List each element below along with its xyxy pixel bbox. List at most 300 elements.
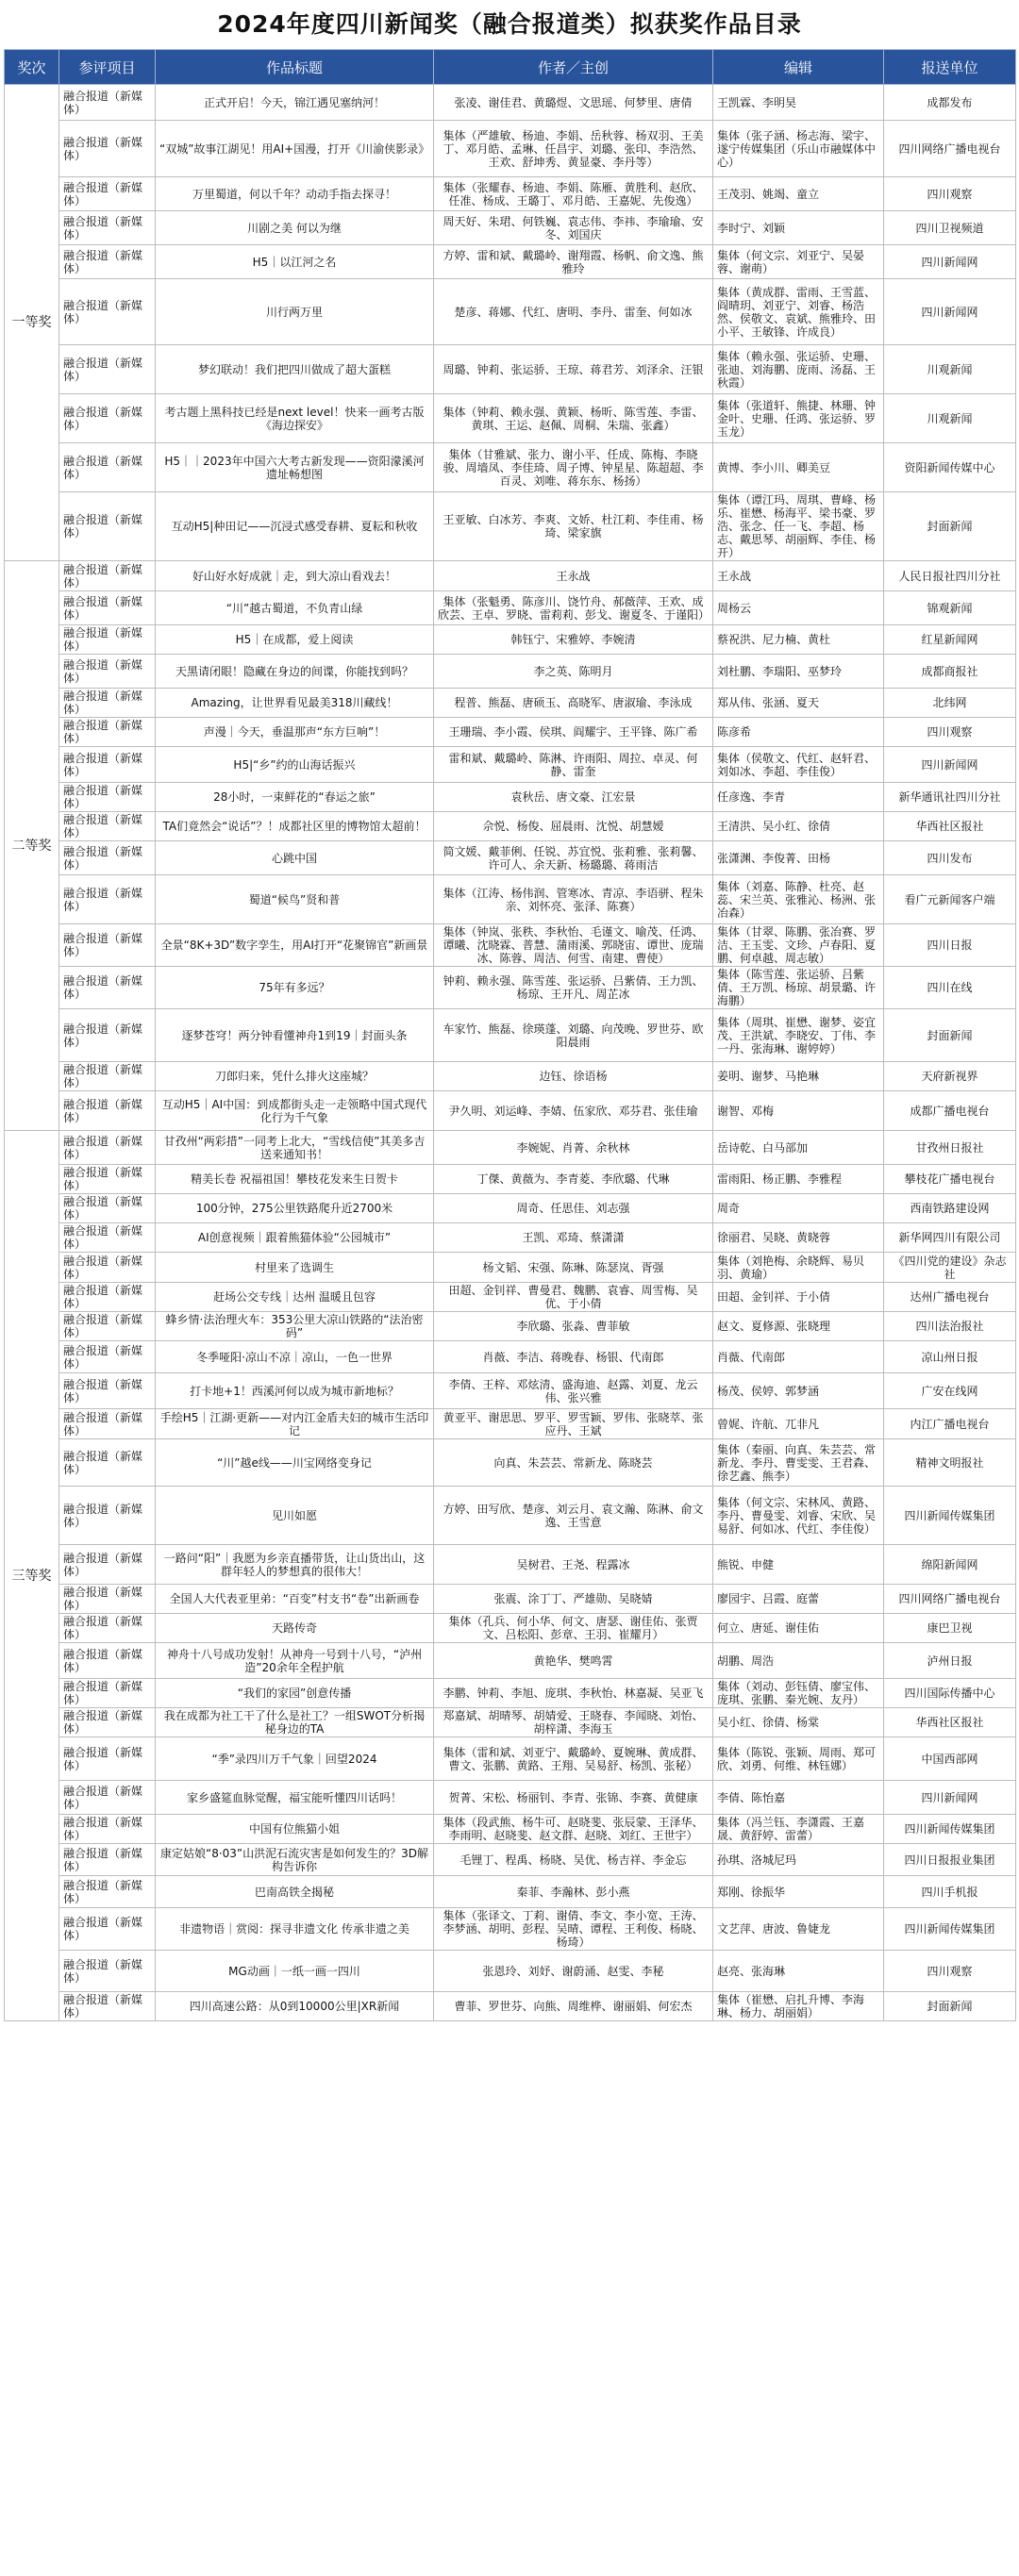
category-cell: 融合报道（新媒体） — [59, 1439, 156, 1487]
editors-cell: 集体（侯敬文、代红、赵轩君、刘如冰、李超、李佳俊） — [713, 747, 884, 783]
table-row — [5, 689, 1016, 718]
category-cell: 融合报道（新媒体） — [59, 1312, 156, 1341]
authors-cell: 尹久明、刘运峰、李婧、伍家欣、邓芬君、张佳瑜 — [434, 1091, 713, 1131]
editors-cell: 王凯霖、李明昊 — [713, 85, 884, 121]
category-cell: 融合报道（新媒体） — [59, 1708, 156, 1737]
table-row — [5, 1737, 1016, 1781]
table-row — [5, 1439, 1016, 1487]
category-cell: 融合报道（新媒体） — [59, 841, 156, 875]
editors-cell: 蔡祝洪、尼力楠、黄杜 — [713, 625, 884, 655]
unit-cell: 四川新闻传媒集团 — [884, 1908, 1016, 1951]
category-cell: 融合报道（新媒体） — [59, 1487, 156, 1545]
editors-cell: 何立、唐延、谢佳佑 — [713, 1614, 884, 1643]
unit-cell: 四川新闻传媒集团 — [884, 1815, 1016, 1844]
category-cell: 融合报道（新媒体） — [59, 1373, 156, 1409]
table-row — [5, 841, 1016, 875]
unit-cell: 康巴卫视 — [884, 1614, 1016, 1643]
work-title-cell: Amazing，让世界看见最美318川藏线！ — [156, 689, 434, 718]
unit-cell: 四川新闻网 — [884, 747, 1016, 783]
unit-cell: 北纬网 — [884, 689, 1016, 718]
category-cell: 融合报道（新媒体） — [59, 1009, 156, 1062]
table-row — [5, 121, 1016, 177]
editors-cell: 周杨云 — [713, 591, 884, 625]
unit-cell: 成都商报社 — [884, 655, 1016, 689]
table-row — [5, 1679, 1016, 1708]
authors-cell: 周奇、任思佳、刘志强 — [434, 1194, 713, 1223]
category-cell: 融合报道（新媒体） — [59, 1614, 156, 1643]
category-cell: 融合报道（新媒体） — [59, 1992, 156, 2021]
authors-cell: 集体（江涛、杨伟润、管寒冰、青凉、李语骈、程朱亲、刘怀亮、张泽、陈赛） — [434, 875, 713, 924]
table-row — [5, 625, 1016, 655]
editors-cell: 任彦逸、李青 — [713, 783, 884, 812]
table-row — [5, 747, 1016, 783]
table-row — [5, 1614, 1016, 1643]
unit-cell: 四川观察 — [884, 177, 1016, 211]
unit-cell: 成都发布 — [884, 85, 1016, 121]
authors-cell: 郑嘉斌、胡晴琴、胡婧爱、王晓春、李闻晓、刘怡、胡梓潇、李海玉 — [434, 1708, 713, 1737]
category-cell: 融合报道（新媒体） — [59, 1781, 156, 1815]
unit-cell: 凉山州日报 — [884, 1341, 1016, 1373]
unit-cell: 封面新闻 — [884, 1009, 1016, 1062]
editors-cell: 徐丽君、吴晓、黄晓蓉 — [713, 1223, 884, 1253]
authors-cell: 周天好、朱珺、何铁巍、袁志伟、李祎、李瑜瑜、安冬、刘国庆 — [434, 211, 713, 245]
category-cell: 融合报道（新媒体） — [59, 625, 156, 655]
category-cell: 融合报道（新媒体） — [59, 875, 156, 924]
unit-cell: 四川国际传播中心 — [884, 1679, 1016, 1708]
work-title-cell: 声漫｜今天，垂温那声“东方巨响”！ — [156, 718, 434, 747]
category-cell: 融合报道（新媒体） — [59, 85, 156, 121]
unit-cell: 广安在线网 — [884, 1373, 1016, 1409]
table-row — [5, 1908, 1016, 1951]
header-category: 参评项目 — [59, 50, 156, 85]
editors-cell: 赵亮、张海琳 — [713, 1951, 884, 1992]
authors-cell: 方婷、田写欣、楚彦、刘云月、袁文瀚、陈淋、俞文逸、王雪意 — [434, 1487, 713, 1545]
editors-cell: 集体（崔懋、启扎升博、李海琳、杨力、胡丽娟） — [713, 1992, 884, 2021]
work-title-cell: “双城”故事江湖见！用AI+国漫，打开《川渝侠影录》 — [156, 121, 434, 177]
header-work-title: 作品标题 — [156, 50, 434, 85]
work-title-cell: 梦幻联动！我们把四川做成了超大蛋糕 — [156, 345, 434, 394]
header-award: 奖次 — [5, 50, 59, 85]
category-cell: 融合报道（新媒体） — [59, 1341, 156, 1373]
editors-cell: 李时宁、刘颖 — [713, 211, 884, 245]
editors-cell: 黄博、李小川、卿美豆 — [713, 443, 884, 492]
category-cell: 融合报道（新媒体） — [59, 1409, 156, 1439]
unit-cell: 华西社区报社 — [884, 812, 1016, 841]
work-title-cell: 互动H5｜AI中国：到成都街头走一走领略中国式现代化行为千气象 — [156, 1091, 434, 1131]
table-row — [5, 1341, 1016, 1373]
unit-cell: 中国西部网 — [884, 1737, 1016, 1781]
table-row — [5, 1708, 1016, 1737]
work-title-cell: 28小时，一束鲜花的“春运之旅” — [156, 783, 434, 812]
table-row — [5, 1009, 1016, 1062]
work-title-cell: 手绘H5｜江湖·更新——对内江金盾夫妇的城市生活印记 — [156, 1409, 434, 1439]
editors-cell: 集体（陈雪莲、张运骄、吕紫倩、王万凯、杨琼、胡景璐、许海鹏） — [713, 967, 884, 1009]
editors-cell: 曾娓、许航、兀非凡 — [713, 1409, 884, 1439]
editors-cell: 集体（谭江玛、周琪、曹峰、杨乐、崔懋、杨海平、梁书豪、罗浩、张念、任一飞、李超、杨志、戴思琴、胡丽辉、李佳、杨开） — [713, 492, 884, 561]
authors-cell: 张凌、谢佳君、黄璐煜、文思瑶、何梦里、唐倩 — [434, 85, 713, 121]
category-cell: 融合报道（新媒体） — [59, 1545, 156, 1585]
unit-cell: 资阳新闻传媒中心 — [884, 443, 1016, 492]
editors-cell: 集体（张道轩、熊捷、林珊、钟金叶、史珊、任鸿、张运骄、罗玉龙） — [713, 394, 884, 443]
unit-cell: 四川观察 — [884, 718, 1016, 747]
work-title-cell: 川剧之美 何以为继 — [156, 211, 434, 245]
unit-cell: 四川日报报业集团 — [884, 1844, 1016, 1876]
category-cell: 融合报道（新媒体） — [59, 1844, 156, 1876]
table-row — [5, 1165, 1016, 1194]
authors-cell: 韩钰宁、宋雅婷、李婉清 — [434, 625, 713, 655]
table-row — [5, 1131, 1016, 1165]
work-title-cell: 康定姑娘“8·03”山洪泥石流灾害是如何发生的？3D解构告诉你 — [156, 1844, 434, 1876]
unit-cell: 新华网四川有限公司 — [884, 1223, 1016, 1253]
authors-cell: 集体（钟岚、张秩、李秋怡、毛谨文、喻茂、任鸿、谭曦、沈晓霖、普慧、蒲雨溪、郭晓宙、谭世、庞瑞冰、陈蓉、周洁、何雪、南建、曹使） — [434, 924, 713, 967]
work-title-cell: 蜂乡情·法治理火车：353公里大凉山铁路的“法治密码” — [156, 1312, 434, 1341]
category-cell: 融合报道（新媒体） — [59, 245, 156, 279]
unit-cell: 达州广播电视台 — [884, 1283, 1016, 1312]
unit-cell: 红星新闻网 — [884, 625, 1016, 655]
category-cell: 融合报道（新媒体） — [59, 1679, 156, 1708]
editors-cell: 廖园宇、吕霞、庭蕾 — [713, 1585, 884, 1614]
category-cell: 融合报道（新媒体） — [59, 1643, 156, 1679]
authors-cell: 田超、金钊祥、曹曼君、魏鹏、袁睿、周雪梅、吴优、于小倩 — [434, 1283, 713, 1312]
editors-cell: 周奇 — [713, 1194, 884, 1223]
unit-cell: 封面新闻 — [884, 1992, 1016, 2021]
work-title-cell: “我们的家园”创意传播 — [156, 1679, 434, 1708]
editors-cell: 集体（周琪、崔懋、谢梦、姿宜茂、王洪斌、李晓安、丁伟、李一丹、张海琳、谢婷婷） — [713, 1009, 884, 1062]
work-title-cell: 村里来了选调生 — [156, 1253, 434, 1283]
work-title-cell: TA们竟然会“说话”？！成都社区里的博物馆太超前！ — [156, 812, 434, 841]
authors-cell: 集体（孔兵、何小华、何文、唐瑟、谢佳佑、张贾文、吕松阳、彭章、王羽、崔耀月） — [434, 1614, 713, 1643]
category-cell: 融合报道（新媒体） — [59, 1908, 156, 1951]
authors-cell: 李之英、陈明月 — [434, 655, 713, 689]
work-title-cell: 精美长卷 祝福祖国！攀枝花发来生日贺卡 — [156, 1165, 434, 1194]
work-title-cell: 川行两万里 — [156, 279, 434, 345]
authors-cell: 秦菲、李瀚林、彭小燕 — [434, 1876, 713, 1908]
authors-cell: 集体（严雄敏、杨迪、李娟、岳秋蓉、杨双羽、王美丁、邓月皓、孟琳、任昌宇、刘璐、张印、李浩然、王欢、舒坤秀、黄显豪、李丹等） — [434, 121, 713, 177]
category-cell: 融合报道（新媒体） — [59, 1283, 156, 1312]
editors-cell: 胡鹏、周浩 — [713, 1643, 884, 1679]
table-row — [5, 591, 1016, 625]
category-cell: 融合报道（新媒体） — [59, 345, 156, 394]
authors-cell: 简文媛、戴菲俐、任锐、苏宜悦、张莉雅、张莉馨、许可人、余天新、杨璐璐、蒋雨洁 — [434, 841, 713, 875]
table-row — [5, 1194, 1016, 1223]
editors-cell: 姜明、谢梦、马艳琳 — [713, 1062, 884, 1091]
editors-cell: 郑刚、徐振华 — [713, 1876, 884, 1908]
editors-cell: 集体（刘嘉、陈静、杜亮、赵蕊、宋兰英、张雅沁、杨洲、张冶森） — [713, 875, 884, 924]
authors-cell: 集体（张魁勇、陈彦川、饶竹舟、郝薇萍、王欢、成欣芸、王卓、罗晓、雷莉莉、彭戈、谢夏冬、于谨阳） — [434, 591, 713, 625]
unit-cell: 四川新闻传媒集团 — [884, 1487, 1016, 1545]
table-row — [5, 967, 1016, 1009]
unit-cell: 四川新闻网 — [884, 1781, 1016, 1815]
unit-cell: 攀枝花广播电视台 — [884, 1165, 1016, 1194]
table-row — [5, 1815, 1016, 1844]
category-cell: 融合报道（新媒体） — [59, 1091, 156, 1131]
unit-cell: 四川网络广播电视台 — [884, 121, 1016, 177]
work-title-cell: 中国有位熊猫小姐 — [156, 1815, 434, 1844]
table-row — [5, 561, 1016, 591]
editors-cell: 王茂羽、姚竭、童立 — [713, 177, 884, 211]
table-row — [5, 1091, 1016, 1131]
editors-cell: 李倩、陈怡嘉 — [713, 1781, 884, 1815]
table-row — [5, 1951, 1016, 1992]
category-cell: 融合报道（新媒体） — [59, 655, 156, 689]
editors-cell: 集体（甘翠、陈鹏、张冶赛、罗洁、王玉雯、文珍、卢春阳、夏鹏、何卓越、周志敏） — [713, 924, 884, 967]
editors-cell: 杨茂、侯婷、郭梦涵 — [713, 1373, 884, 1409]
work-title-cell: 冬季哑阳·凉山不凉｜凉山，一色一世界 — [156, 1341, 434, 1373]
editors-cell: 集体（刘动、彭钰倩、廖宝伟、庞琪、张鹏、秦光婉、友丹） — [713, 1679, 884, 1708]
table-row — [5, 394, 1016, 443]
editors-cell: 谢智、邓梅 — [713, 1091, 884, 1131]
editors-cell: 肖薇、代南郎 — [713, 1341, 884, 1373]
editors-cell: 王清洪、吴小红、徐倩 — [713, 812, 884, 841]
category-cell: 融合报道（新媒体） — [59, 718, 156, 747]
editors-cell: 孙琪、洛城尼玛 — [713, 1844, 884, 1876]
table-row — [5, 245, 1016, 279]
authors-cell: 黄艳华、樊鸣霄 — [434, 1643, 713, 1679]
work-title-cell: 全景“8K+3D”数字孪生，用AI打开“花聚锦官”新画景 — [156, 924, 434, 967]
work-title-cell: 天路传奇 — [156, 1614, 434, 1643]
category-cell: 融合报道（新媒体） — [59, 443, 156, 492]
header-unit: 报送单位 — [884, 50, 1016, 85]
authors-cell: 袁秋岳、唐文豪、江宏景 — [434, 783, 713, 812]
unit-cell: 四川法治报社 — [884, 1312, 1016, 1341]
unit-cell: 四川手机报 — [884, 1876, 1016, 1908]
table-row — [5, 1781, 1016, 1815]
unit-cell: 西南铁路建设网 — [884, 1194, 1016, 1223]
editors-cell: 熊锐、申健 — [713, 1545, 884, 1585]
authors-cell: 集体（甘雅斌、张力、谢小平、任成、陈梅、李晓骏、周墙凤、李佳琦、周子博、钟星星、陈超超、李百灵、刘唯、蒋东东、杨扬） — [434, 443, 713, 492]
work-title-cell: H5｜以江河之名 — [156, 245, 434, 279]
work-title-cell: MG动画｜一纸一画一四川 — [156, 1951, 434, 1992]
table-row — [5, 85, 1016, 121]
unit-cell: 成都广播电视台 — [884, 1091, 1016, 1131]
work-title-cell: H5｜在成都，爱上阅读 — [156, 625, 434, 655]
editors-cell: 吴小红、徐倩、杨棠 — [713, 1708, 884, 1737]
unit-cell: 川观新闻 — [884, 394, 1016, 443]
category-cell: 融合报道（新媒体） — [59, 561, 156, 591]
category-cell: 融合报道（新媒体） — [59, 1223, 156, 1253]
unit-cell: 四川在线 — [884, 967, 1016, 1009]
authors-cell: 向真、朱芸芸、常新龙、陈晓芸 — [434, 1439, 713, 1487]
authors-cell: 程普、熊磊、唐硕玉、高晓军、唐淑瑜、李泳成 — [434, 689, 713, 718]
table-row — [5, 1992, 1016, 2021]
authors-cell: 肖薇、李洁、蒋晚春、杨银、代南郎 — [434, 1341, 713, 1373]
authors-cell: 毛锂丁、程禹、杨晓、吴优、杨吉祥、李金忘 — [434, 1844, 713, 1876]
unit-cell: 四川新闻网 — [884, 245, 1016, 279]
unit-cell: 人民日报社四川分社 — [884, 561, 1016, 591]
table-row — [5, 1062, 1016, 1091]
work-title-cell: 打卡地+1！西溪河何以成为城市新地标？ — [156, 1373, 434, 1409]
editors-cell: 集体（黄成群、雷雨、王雪蓝、阎晴玥、刘亚宁、刘睿、杨浩然、侯敬文、袁斌、熊雅玲、田小平、王敏锋、许成良） — [713, 279, 884, 345]
table-row — [5, 812, 1016, 841]
unit-cell: 川观新闻 — [884, 345, 1016, 394]
authors-cell: 集体（雷和斌、刘亚宁、戴璐岭、夏婉琳、黄成群、曹文、张鹏、黄路、王翔、吴易舒、杨凯、张秘） — [434, 1737, 713, 1781]
category-cell: 融合报道（新媒体） — [59, 967, 156, 1009]
category-cell: 融合报道（新媒体） — [59, 924, 156, 967]
authors-cell: 集体（张译文、丁莉、谢倩、李文、李小宽、王涛、李梦涵、胡明、彭程、吴晴、谭程、王利俊、杨晓、杨琦） — [434, 1908, 713, 1951]
table-row — [5, 1373, 1016, 1409]
category-cell: 融合报道（新媒体） — [59, 1253, 156, 1283]
work-title-cell: “季”录四川万千气象｜回望2024 — [156, 1737, 434, 1781]
table-row — [5, 211, 1016, 245]
work-title-cell: 心跳中国 — [156, 841, 434, 875]
authors-cell: 周璐、钟莉、张运骄、王琼、蒋君芳、刘泽余、汪银 — [434, 345, 713, 394]
work-title-cell: 甘孜州“两彩措”一同考上北大，“雪线信使”其美多吉送来通知书！ — [156, 1131, 434, 1165]
editors-cell: 集体（冯兰钰、李潇霞、王嘉晟、黄舒婷、雷蕾） — [713, 1815, 884, 1844]
category-cell: 融合报道（新媒体） — [59, 279, 156, 345]
editors-cell: 刘杜鹏、李瑞阳、巫梦玲 — [713, 655, 884, 689]
table-row — [5, 1312, 1016, 1341]
authors-cell: 钟莉、赖永强、陈雪莲、张运骄、吕紫倩、王力凯、杨琼、王开凡、周芷冰 — [434, 967, 713, 1009]
authors-cell: 曹菲、罗世芬、向熊、周维桦、谢丽娟、何宏杰 — [434, 1992, 713, 2021]
work-title-cell: 万里蜀道，何以千年？动动手指去探寻！ — [156, 177, 434, 211]
unit-cell: 新华通讯社四川分社 — [884, 783, 1016, 812]
table-row — [5, 1253, 1016, 1283]
authors-cell: 丁傑、黄薇为、李青菱、李欣璐、代琳 — [434, 1165, 713, 1194]
table-row — [5, 783, 1016, 812]
table-row — [5, 718, 1016, 747]
work-title-cell: 正式开启！今天，锦江遇见塞纳河！ — [156, 85, 434, 121]
work-title-cell: 互动H5|种田记——沉浸式感受春耕、夏耘和秋收 — [156, 492, 434, 561]
editors-cell: 集体（陈锐、张颖、周雨、郑可欣、刘勇、何维、林钰娜） — [713, 1737, 884, 1781]
authors-cell: 张震、涂丁丁、严雄勋、吴晓婧 — [434, 1585, 713, 1614]
table-row — [5, 279, 1016, 345]
table-row — [5, 443, 1016, 492]
award-table — [4, 49, 1016, 2021]
editors-cell: 集体（刘艳梅、余晓辉、易贝羽、黄瑜） — [713, 1253, 884, 1283]
table-row — [5, 1223, 1016, 1253]
authors-cell: 王凯、邓琦、蔡潇潇 — [434, 1223, 713, 1253]
editors-cell: 雷雨阳、杨正鹏、李雅程 — [713, 1165, 884, 1194]
unit-cell: 四川日报 — [884, 924, 1016, 967]
authors-cell: 佘悦、杨俊、屈晨雨、沈悦、胡慧嫒 — [434, 812, 713, 841]
editors-cell: 郑从伟、张涵、夏天 — [713, 689, 884, 718]
work-title-cell: 家乡盛筵血脉觉醒，福宝能听懂四川话吗！ — [156, 1781, 434, 1815]
editors-cell: 集体（何文宗、刘亚宁、吴晏蓉、谢萌） — [713, 245, 884, 279]
work-title-cell: “川”越e线——川宝网络变身记 — [156, 1439, 434, 1487]
authors-cell: 李倩、王梓、邓炫清、盛海迪、赵露、刘夏、龙云伟、张兴雅 — [434, 1373, 713, 1409]
authors-cell: 张恩玲、刘妤、谢蔚涌、赵雯、李秘 — [434, 1951, 713, 1992]
authors-cell: 集体（段武熊、杨牛可、赵晓斐、张辰蒙、王泽华、李雨明、赵晓斐、赵文群、赵晓、刘红、王世宇） — [434, 1815, 713, 1844]
table-row — [5, 1643, 1016, 1679]
category-cell: 融合报道（新媒体） — [59, 211, 156, 245]
work-title-cell: H5｜｜2023年中国六大考古新发现——资阳濛溪河遗址畅想图 — [156, 443, 434, 492]
authors-cell: 黄亚平、谢思思、罗平、罗雪颖、罗伟、张晓萃、张应丹、王斌 — [434, 1409, 713, 1439]
work-title-cell: 全国人大代表亚里弟：“百变”村支书“卷”出新画卷 — [156, 1585, 434, 1614]
category-cell: 融合报道（新媒体） — [59, 394, 156, 443]
header-editors: 编辑 — [713, 50, 884, 85]
work-title-cell: 非遗物语｜赏阅：探寻非遗文化 传承非遗之美 — [156, 1908, 434, 1951]
authors-cell: 车家竹、熊磊、徐瑛蓬、刘璐、向茂晚、罗世芬、欧阳晨雨 — [434, 1009, 713, 1062]
work-title-cell: 神舟十八号成功发射！从神舟一号到十八号，“泸州造”20余年全程护航 — [156, 1643, 434, 1679]
work-title-cell: AI创意视频｜跟着熊猫体验“公园城市” — [156, 1223, 434, 1253]
work-title-cell: 巴南高铁全揭秘 — [156, 1876, 434, 1908]
unit-cell: 甘孜州日报社 — [884, 1131, 1016, 1165]
category-cell: 融合报道（新媒体） — [59, 1194, 156, 1223]
work-title-cell: 一路问“阳”｜我愿为乡亲直播带货，让山货出山，这群年轻人的梦想真的很伟大！ — [156, 1545, 434, 1585]
table-row — [5, 655, 1016, 689]
authors-cell: 李婉妮、肖菁、余秋林 — [434, 1131, 713, 1165]
unit-cell: 泸州日报 — [884, 1643, 1016, 1679]
table-row — [5, 1545, 1016, 1585]
unit-cell: 四川观察 — [884, 1951, 1016, 1992]
category-cell: 融合报道（新媒体） — [59, 121, 156, 177]
unit-cell: 华西社区报社 — [884, 1708, 1016, 1737]
work-title-cell: 逐梦苍穹！两分钟看懂神舟1到19｜封面头条 — [156, 1009, 434, 1062]
editors-cell: 集体（张子涵、杨志海、梁宇、遂宁传媒集团（乐山市融媒体中心） — [713, 121, 884, 177]
work-title-cell: 刀郎归来，凭什么排火这座城？ — [156, 1062, 434, 1091]
unit-cell: 四川卫视频道 — [884, 211, 1016, 245]
unit-cell: 天府新视界 — [884, 1062, 1016, 1091]
table-row — [5, 875, 1016, 924]
work-title-cell: 天黑请闭眼！隐藏在身边的间谍，你能找到吗？ — [156, 655, 434, 689]
authors-cell: 集体（张耀春、杨迪、李娟、陈雁、黄胜利、赵欣、任准、杨成、王璐丁、邓月皓、王嘉妮、先俊逸） — [434, 177, 713, 211]
authors-cell: 王亚敏、白冰芳、李爽、文娇、杜江莉、李佳甫、杨琦、梁家旗 — [434, 492, 713, 561]
authors-cell: 集体（钟莉、赖永强、黄颖、杨昕、陈雪莲、李雷、黄琪、王运、赵佩、周桐、朱瑞、张鑫） — [434, 394, 713, 443]
unit-cell: 四川网络广播电视台 — [884, 1585, 1016, 1614]
category-cell: 融合报道（新媒体） — [59, 1876, 156, 1908]
category-cell: 融合报道（新媒体） — [59, 492, 156, 561]
category-cell: 融合报道（新媒体） — [59, 591, 156, 625]
authors-cell: 边钰、徐语杨 — [434, 1062, 713, 1091]
editors-cell: 集体（何文宗、宋林风、黄路、李丹、曹曼雯、刘睿、宋欣、吴易舒、何如冰、代红、李佳俊） — [713, 1487, 884, 1545]
work-title-cell: 蜀道“候鸟”贤和普 — [156, 875, 434, 924]
category-cell: 融合报道（新媒体） — [59, 1951, 156, 1992]
editors-cell: 陈彦希 — [713, 718, 884, 747]
editors-cell: 田超、金钊祥、于小倩 — [713, 1283, 884, 1312]
award-level-cell: 二等奖 — [5, 561, 59, 1131]
unit-cell: 看广元新闻客户端 — [884, 875, 1016, 924]
editors-cell: 文艺萍、唐波、鲁婕龙 — [713, 1908, 884, 1951]
editors-cell: 王永战 — [713, 561, 884, 591]
page-title: 2024年度四川新闻奖（融合报道类）拟获奖作品目录 — [217, 10, 802, 38]
table-row — [5, 492, 1016, 561]
category-cell: 融合报道（新媒体） — [59, 1737, 156, 1781]
editors-cell: 赵文、夏修源、张晓理 — [713, 1312, 884, 1341]
editors-cell: 张潇渊、李俊菁、田杨 — [713, 841, 884, 875]
work-title-cell: 75年有多远？ — [156, 967, 434, 1009]
table-row — [5, 1487, 1016, 1545]
work-title-cell: 好山好水好成就｜走，到大凉山看戏去！ — [156, 561, 434, 591]
unit-cell: 内江广播电视台 — [884, 1409, 1016, 1439]
table-row — [5, 924, 1016, 967]
award-level-cell: 一等奖 — [5, 85, 59, 561]
editors-cell: 集体（赖永强、张运骄、史珊、张迪、刘海鹏、庞雨、汤磊、王秋霞） — [713, 345, 884, 394]
category-cell: 融合报道（新媒体） — [59, 1815, 156, 1844]
unit-cell: 锦观新闻 — [884, 591, 1016, 625]
table-row — [5, 1876, 1016, 1908]
table-row — [5, 345, 1016, 394]
authors-cell: 李鹏、钟莉、李旭、庞琪、李秋怡、林嘉凝、吴亚飞 — [434, 1679, 713, 1708]
table-row — [5, 1283, 1016, 1312]
work-title-cell: 四川高速公路：从0到10000公里|XR新闻 — [156, 1992, 434, 2021]
work-title-cell: 赶场公交专线｜达州 温暖且包容 — [156, 1283, 434, 1312]
work-title-cell: 见川如愿 — [156, 1487, 434, 1545]
header-authors: 作者／主创 — [434, 50, 713, 85]
award-level-cell: 三等奖 — [5, 1131, 59, 2021]
table-row — [5, 1844, 1016, 1876]
authors-cell: 吴树君、王尧、程露冰 — [434, 1545, 713, 1585]
category-cell: 融合报道（新媒体） — [59, 812, 156, 841]
category-cell: 融合报道（新媒体） — [59, 1165, 156, 1194]
unit-cell: 《四川党的建设》杂志社 — [884, 1253, 1016, 1283]
authors-cell: 楚彦、蒋娜、代红、唐明、李丹、雷奎、何如冰 — [434, 279, 713, 345]
work-title-cell: 考古题上黑科技已经是next level！快来一画考古版《海边探安》 — [156, 394, 434, 443]
table-row — [5, 1585, 1016, 1614]
category-cell: 融合报道（新媒体） — [59, 1585, 156, 1614]
category-cell: 融合报道（新媒体） — [59, 747, 156, 783]
table-row — [5, 177, 1016, 211]
unit-cell: 四川发布 — [884, 841, 1016, 875]
